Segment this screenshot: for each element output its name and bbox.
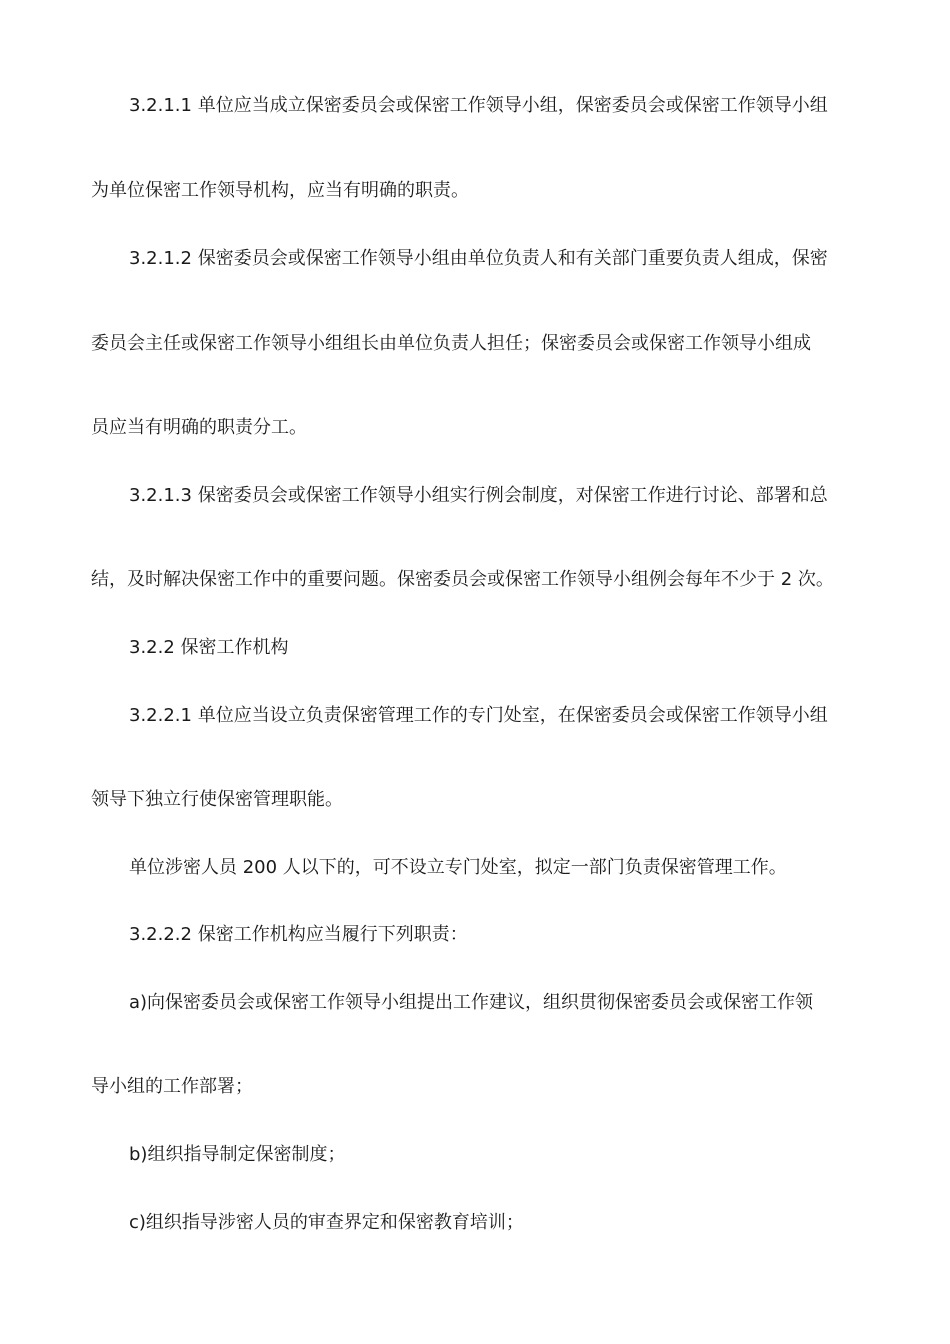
paragraph-3-2-2-2: 3.2.2.2 保密工作机构应当履行下列职责：	[129, 924, 468, 945]
paragraph-3-2-1-3-line-1: 3.2.1.3 保密委员会或保密工作领导小组实行例会制度，对保密工作进行讨论、部署和总	[129, 485, 828, 506]
paragraph-3-2-1-2-line-3: 员应当有明确的职责分工。	[91, 417, 307, 438]
list-item-a-line-1: a)向保密委员会或保密工作领导小组提出工作建议，组织贯彻保密委员会或保密工作领	[129, 992, 814, 1013]
section-heading-3-2-2: 3.2.2 保密工作机构	[129, 637, 289, 658]
list-item-c: c)组织指导涉密人员的审查界定和保密教育培训；	[129, 1212, 524, 1233]
paragraph-3-2-2-1-line-2: 领导下独立行使保密管理职能。	[91, 789, 343, 810]
paragraph-staff-under-200: 单位涉密人员 200 人以下的，可不设立专门处室，拟定一部门负责保密管理工作。	[129, 857, 787, 878]
list-item-a-line-2: 导小组的工作部署；	[91, 1076, 253, 1097]
list-item-b: b)组织指导制定保密制度；	[129, 1144, 346, 1165]
paragraph-3-2-1-1-line-2: 为单位保密工作领导机构，应当有明确的职责。	[91, 180, 469, 201]
paragraph-3-2-1-2-line-2: 委员会主任或保密工作领导小组组长由单位负责人担任；保密委员会或保密工作领导小组成	[91, 333, 811, 354]
paragraph-3-2-2-1-line-1: 3.2.2.1 单位应当设立负责保密管理工作的专门处室，在保密委员会或保密工作领导小组	[129, 705, 828, 726]
paragraph-3-2-1-2-line-1: 3.2.1.2 保密委员会或保密工作领导小组由单位负责人和有关部门重要负责人组成，保密	[129, 248, 828, 269]
paragraph-3-2-1-3-line-2: 结，及时解决保密工作中的重要问题。保密委员会或保密工作领导小组例会每年不少于 2 次。	[91, 569, 834, 590]
paragraph-3-2-1-1-line-1: 3.2.1.1 单位应当成立保密委员会或保密工作领导小组，保密委员会或保密工作领导小组	[129, 95, 828, 116]
